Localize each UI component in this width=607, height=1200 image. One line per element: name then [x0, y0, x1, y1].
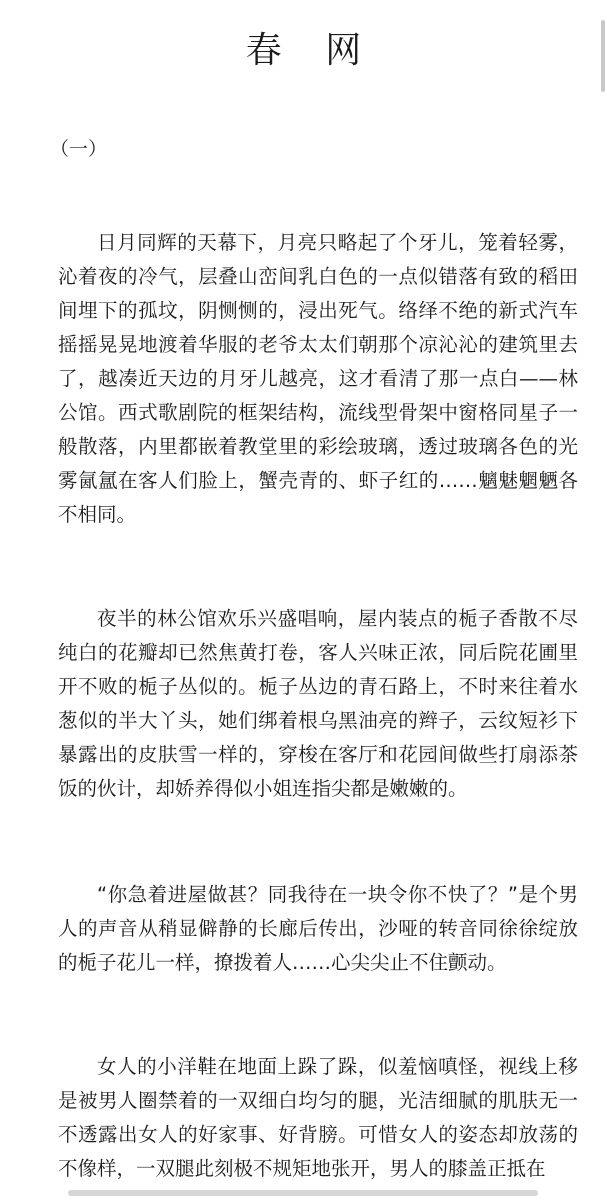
page-title: 春 网: [245, 30, 378, 71]
vertical-scrollbar[interactable]: [599, 0, 607, 1200]
chapter-heading: （一）: [50, 138, 108, 160]
paragraph-1: 日月同辉的天幕下，月亮只略起了个牙儿，笼着轻雾，沁着夜的冷气，层叠山峦间乳白色的一点似错落有致的稻田间埋下的孤坟，阴恻恻的，浸出死气。络绎不绝的新式汽车摇摇晃晃地渡着华服的老爷太太们朝那个凉沁沁的建筑里去了，越凑近天边的月牙儿越亮，这才看清了那一点白——林公馆。西式歌剧院的框架结构，流线型骨架中窗格同星子一般散落，内里都嵌着教堂里的彩绘玻璃，透过玻璃各色的光雾氤氲在客人们脸上，蟹壳青的、虾子红的……魑魅魍魉各不相同。: [58, 231, 578, 526]
paragraph-2: 夜半的林公馆欢乐兴盛唱响，屋内装点的栀子香散不尽纯白的花瓣却已然焦黄打卷，客人兴味正浓，同后院花圃里开不败的栀子丛似的。栀子丛边的青石路上，不时来往着水葱似的半大丫头，她们绑着根乌黑油亮的辫子，云纹短衫下暴露出的皮肤雪一样的，穿梭在客厅和花园间做些打扇添茶饭的伙计，却娇养得似小姐连指尖都是嫩嫩的。: [58, 607, 578, 800]
paragraph-4: 女人的小洋鞋在地面上跺了跺，似羞恼嗔怪，视线上移是被男人圈禁着的一双细白均匀的腿，光洁细腻的肌肤无一不透露出女人的好家事、好背膀。可惜女人的姿态却放荡的不像样，一双腿此刻极不规矩地张开，男人的膝盖正抵在: [58, 1055, 578, 1180]
paragraph-3: “你急着进屋做甚？同我待在一块令你不快了？”是个男人的声音从稍显僻静的长廊后传出，沙哑的转音同徐徐绽放的栀子花儿一样，撩拨着人……心尖尖止不住颤动。: [58, 883, 578, 974]
scrollbar-thumb[interactable]: [601, 20, 605, 92]
home-indicator-bar[interactable]: [68, 1190, 538, 1196]
